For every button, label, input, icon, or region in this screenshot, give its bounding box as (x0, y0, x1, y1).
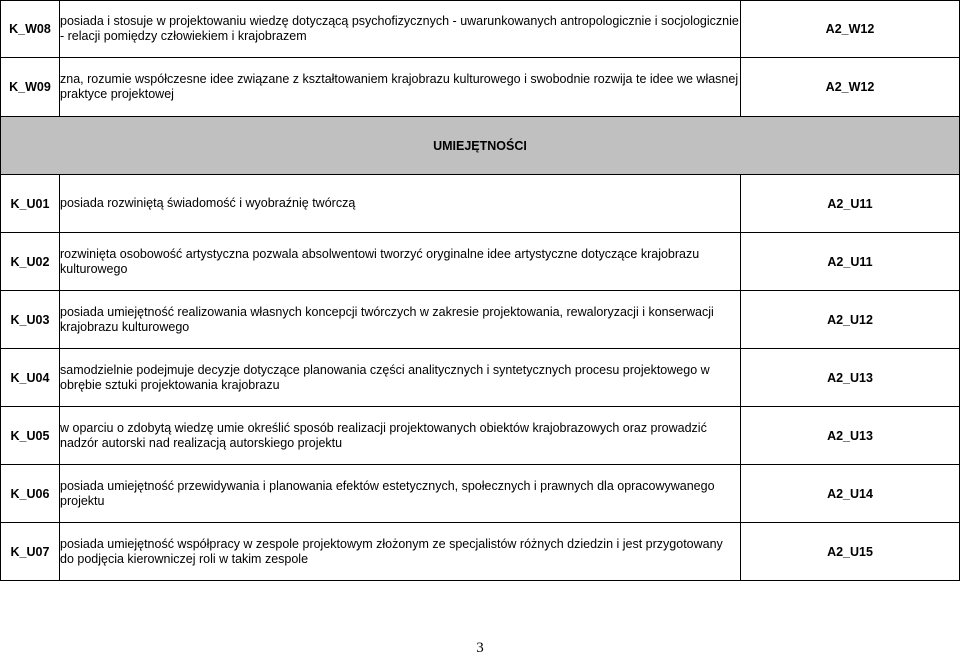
reference-code: A2_U13 (741, 407, 960, 465)
outcome-description: posiada umiejętność realizowania własnych koncepcji twórczych w zakresie projektowania, rewaloryzacji i konserwacji krajobrazu kulturowego (60, 291, 741, 349)
outcome-code: K_W08 (1, 1, 60, 58)
table-row (1, 175, 960, 233)
outcome-code: K_W09 (1, 58, 60, 117)
table-row (1, 523, 960, 581)
outcome-code: K_U03 (1, 291, 60, 349)
outcome-code: K_U01 (1, 175, 60, 233)
page-number: 3 (476, 640, 484, 656)
reference-code: A2_U11 (741, 175, 960, 233)
outcome-code: K_U07 (1, 523, 60, 581)
outcome-code: K_U06 (1, 465, 60, 523)
outcome-description: zna, rozumie współczesne idee związane z kształtowaniem krajobrazu kulturowego i swobodnie rozwija te idee we własnej praktyce projektowej (60, 58, 741, 117)
outcome-description: posiada rozwiniętą świadomość i wyobraźnię twórczą (60, 175, 741, 233)
outcome-description: samodzielnie podejmuje decyzje dotyczące planowania części analitycznych i syntetycznych procesu projektowego w obrębie sztuki projektowania krajobrazu (60, 349, 741, 407)
table-row (1, 465, 960, 523)
reference-code: A2_U15 (741, 523, 960, 581)
table-row (1, 407, 960, 465)
reference-code: A2_W12 (741, 1, 960, 58)
reference-code: A2_U13 (741, 349, 960, 407)
reference-code: A2_W12 (741, 58, 960, 117)
table-row (1, 233, 960, 291)
outcome-description: posiada umiejętność przewidywania i planowania efektów estetycznych, społecznych i prawnych dla opracowywanego projektu (60, 465, 741, 523)
outcome-description: posiada i stosuje w projektowaniu wiedzę dotyczącą psychofizycznych - uwarunkowanych antropologicznie i socjologicznie - relacji pomiędzy człowiekiem i krajobrazem (60, 1, 741, 58)
outcome-code: K_U05 (1, 407, 60, 465)
table-row (1, 58, 960, 117)
table-row (1, 349, 960, 407)
section-header-row (1, 117, 960, 175)
table-row (1, 291, 960, 349)
outcome-code: K_U04 (1, 349, 60, 407)
reference-code: A2_U14 (741, 465, 960, 523)
outcome-description: rozwinięta osobowość artystyczna pozwala absolwentowi tworzyć oryginalne idee artystyczne dotyczące krajobrazu kulturowego (60, 233, 741, 291)
table-row (1, 1, 960, 58)
outcome-description: posiada umiejętność współpracy w zespole projektowym złożonym ze specjalistów różnych dziedzin i jest przygotowany do podjęcia kierowniczej roli w takim zespole (60, 523, 741, 581)
reference-code: A2_U12 (741, 291, 960, 349)
outcome-description: w oparciu o zdobytą wiedzę umie określić sposób realizacji projektowanych obiektów krajobrazowych oraz prowadzić nadzór autorski nad realizacją autorskiego projektu (60, 407, 741, 465)
outcome-code: K_U02 (1, 233, 60, 291)
section-title: UMIEJĘTNOŚCI (1, 117, 960, 175)
reference-code: A2_U11 (741, 233, 960, 291)
